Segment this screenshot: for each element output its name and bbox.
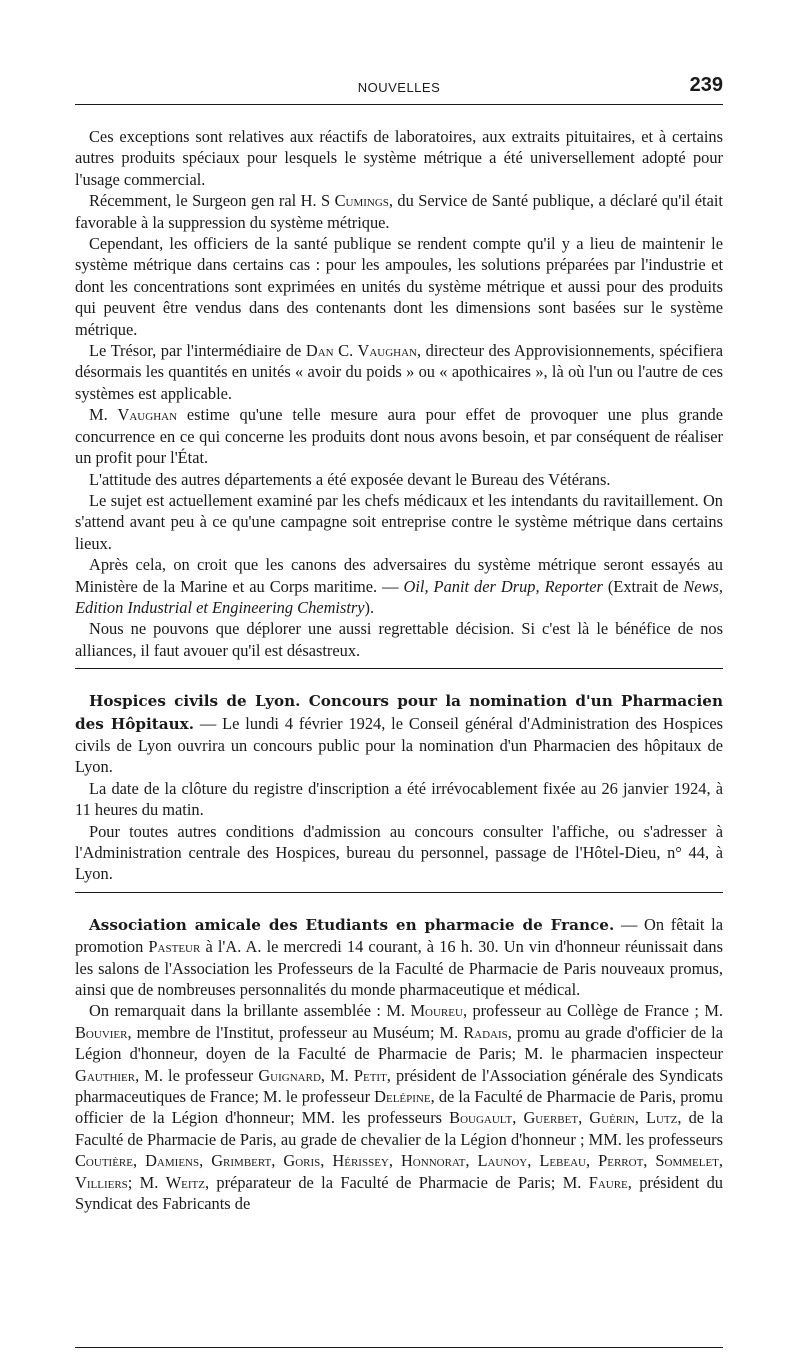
- section-title: Hospices civils de Lyon. Concours pour la nomination d'un Pharmacien des Hôpitaux.: [75, 692, 723, 733]
- paragraph: Le Trésor, par l'intermédiaire de Dan C. Vaughan, directeur des Approvisionnements, spécifiera désormais les quantités en unités « avoir du poids » ou « apothicaires », là où l'un ou l'autre de ces systèmes est applicable.: [75, 341, 724, 403]
- person-name: Vaughan: [117, 405, 178, 425]
- article-metric-system: [75, 126, 723, 669]
- paragraph: Hospices civils de Lyon. Concours pour la nomination d'un Pharmacien des Hôpitaux. — Le lundi 4 février 1924, le Conseil général d'Administration des Hospices civils de Lyon ouvrira un concours public pour la nomination d'un Pharmacien des hôpitaux de Lyon.: [75, 692, 723, 777]
- person-name: Weitz: [165, 1172, 205, 1192]
- paragraph: L'attitude des autres départements a été exposée devant le Bureau des Vétérans.: [89, 469, 611, 489]
- page-body: [75, 126, 723, 1215]
- person-name: Dan C. Vaughan: [305, 341, 417, 361]
- source-citation: Oil, Panit der Drup, Reporter: [403, 576, 603, 596]
- person-name: Gauthier: [75, 1065, 136, 1085]
- section-divider: [75, 892, 723, 893]
- paragraph: Le sujet est actuellement examiné par les chefs médicaux et les intendants du ravitaillement. On s'attend avant peu à ce qu'une campagne soit entreprise contre le système métrique dans certains lieux.: [75, 490, 723, 553]
- person-name: Faure: [588, 1172, 628, 1192]
- article-hospices-lyon: [75, 690, 723, 893]
- person-name: Radais: [463, 1022, 508, 1042]
- person-name: Cumings: [334, 191, 389, 211]
- person-name: Bougault, Guerbet, Guérin, Lutz: [449, 1108, 678, 1128]
- running-title: NOUVELLES: [357, 80, 441, 95]
- paragraph: Nous ne pouvons que déplorer une aussi regrettable décision. Si c'est là le bénéfice de nos alliances, il faut avouer qu'il est désastreux.: [75, 619, 723, 660]
- paragraph: Récemment, le Surgeon gen ral H. S Cumings, du Service de Santé publique, a déclaré qu'il était favorable à la suppression du système métrique.: [75, 191, 723, 232]
- paragraph: Pour toutes autres conditions d'admission au concours consulter l'affiche, ou s'adresser à l'Administration centrale des Hospices, bureau du personnel, passage de l'Hôtel-Dieu, n° 44, à Lyon.: [75, 821, 723, 884]
- person-name: Bouvier: [75, 1022, 128, 1042]
- page-header: [75, 74, 723, 104]
- section-title: Association amicale des Etudiants en pharmacie de France.: [89, 915, 615, 934]
- header-rule: [75, 104, 723, 105]
- article-association-amicale: [75, 914, 723, 1215]
- paragraph: Cependant, les officiers de la santé publique se rendent compte qu'il y a lieu de maintenir le système métrique dans certains cas : pour les ampoules, les solutions préparées par l'industrie et dont les concentrations sont exprimées en unités du système métrique et aussi pour des produits qui peuvent être vendus dans des contenants dont les dimensions sont basées sur le système métrique.: [75, 234, 723, 339]
- paragraph: M. Vaughan estime qu'une telle mesure aura pour effet de provoquer une plus grande concurrence en ce qui concerne les produits dont nous avons besoin, et par conséquent de réaliser un profit pour l'État.: [75, 405, 723, 468]
- paragraph: La date de la clôture du registre d'inscription a été irrévocablement fixée au 26 janvier 1924, à 11 heures du matin.: [75, 778, 723, 820]
- person-name: Petit: [353, 1065, 387, 1085]
- person-name: Delépine: [374, 1087, 431, 1107]
- footer-rule: [75, 1347, 723, 1348]
- paragraph: Association amicale des Etudiants en pharmacie de France. — On fêtait la promotion Pasteur à l'A. A. le mercredi 14 courant, à 16 h. 30. Un vin d'honneur réunissait dans les salons de l'Association les Professeurs de la Faculté de Pharmacie de Paris nouveaux promus, ainsi que de nombreuses personnalités du monde pharmaceutique et médical.: [75, 914, 723, 1000]
- section-divider: [75, 668, 723, 669]
- source-citation: News, Edition Industrial et Engineering Chemistry: [75, 576, 723, 617]
- person-name: Guignard: [258, 1065, 321, 1085]
- paragraph: Après cela, on croit que les canons des adversaires du système métrique seront essayés au Ministère de la Marine et au Corps maritime. — Oil, Panit der Drup, Reporter (Extrait de News, Edition Industrial et Engineering Chemistry).: [75, 555, 723, 617]
- person-name: Coutière, Damiens, Grimbert, Goris, Hérissey, Honnorat, Launoy, Lebeau, Perrot, Sommelet, Villiers: [75, 1151, 723, 1192]
- page-number: 239: [689, 74, 723, 96]
- paragraph: On remarquait dans la brillante assemblée : M. Moureu, professeur au Collège de France ; M. Bouvier, membre de l'Institut, professeur au Muséum; M. Radais, promu au grade d'officier de la Légion d'honneur, doyen de la Faculté de Pharmacie de Paris; M. le pharmacien inspecteur Gauthier, M. le professeur Guignard, M. Petit, président de l'Association générale des Syndicats pharmaceutiques de France; M. le professeur Delépine, de la Faculté de Pharmacie de Paris, promu officier de la Légion d'honneur; MM. les professeurs Bougault, Guerbet, Guérin, Lutz, de la Faculté de Pharmacie de Paris, au grade de chevalier de la Légion d'honneur ; MM. les professeurs Coutière, Damiens, Grimbert, Goris, Hérissey, Honnorat, Launoy, Lebeau, Perrot, Sommelet, Villiers; M. Weitz, préparateur de la Faculté de Pharmacie de Paris; M. Faure, président du Syndicat des Fabricants de: [75, 1001, 724, 1214]
- person-name: Moureu: [410, 1001, 463, 1021]
- paragraph: Ces exceptions sont relatives aux réactifs de laboratoires, aux extraits pituitaires, et à certains autres produits spéciaux pour lesquels le système métrique a été universellement adopté pour l'usage commercial.: [75, 127, 723, 189]
- person-name: Pasteur: [148, 937, 201, 957]
